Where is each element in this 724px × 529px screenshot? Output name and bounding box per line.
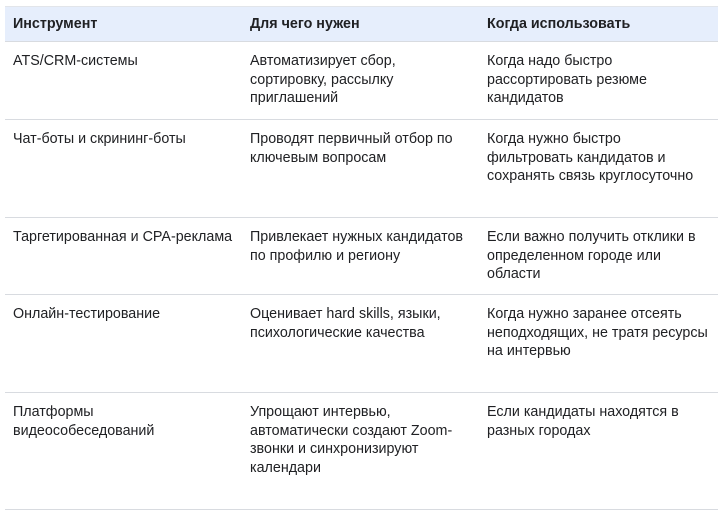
purpose-cell: Проводят первичный отбор по ключевым вопросам	[250, 131, 453, 166]
tools-table	[5, 6, 718, 510]
table-row	[5, 393, 718, 510]
table-header-row	[5, 7, 718, 42]
tool-cell: Онлайн-тестирование	[13, 306, 161, 322]
table-row	[5, 218, 718, 295]
tool-cell: Платформы видеособеседований	[13, 404, 155, 439]
tool-cell: Чат-боты и скрининг-боты	[13, 131, 186, 147]
purpose-cell: Привлекает нужных кандидатов по профилю и региону	[250, 229, 464, 264]
table-row	[5, 42, 718, 120]
when-cell: Если кандидаты находятся в разных городах	[487, 404, 679, 439]
when-cell: Когда нужно быстро фильтровать кандидатов и сохранять связь круглосуточно	[487, 131, 694, 184]
tool-cell: ATS/CRM-системы	[13, 53, 138, 69]
purpose-cell: Автоматизирует сбор, сортировку, рассылку приглашений	[250, 53, 396, 106]
when-cell: Когда надо быстро рассортировать резюме кандидатов	[487, 53, 647, 106]
column-header-purpose: Для чего нужен	[250, 16, 360, 32]
table-row	[5, 120, 718, 218]
when-cell: Когда нужно заранее отсеять неподходящих, не тратя ресурсы на интервью	[487, 306, 708, 359]
purpose-cell: Оценивает hard skills, языки, психологические качества	[250, 306, 441, 341]
column-header-tool: Инструмент	[13, 16, 98, 32]
table-row	[5, 295, 718, 393]
when-cell: Если важно получить отклики в определенном городе или области	[487, 229, 696, 282]
purpose-cell: Упрощают интервью, автоматически создают Zoom-звонки и синхронизируют календари	[250, 404, 453, 476]
tool-cell: Таргетированная и CPA-реклама	[13, 229, 233, 245]
column-header-when: Когда использовать	[487, 16, 631, 32]
